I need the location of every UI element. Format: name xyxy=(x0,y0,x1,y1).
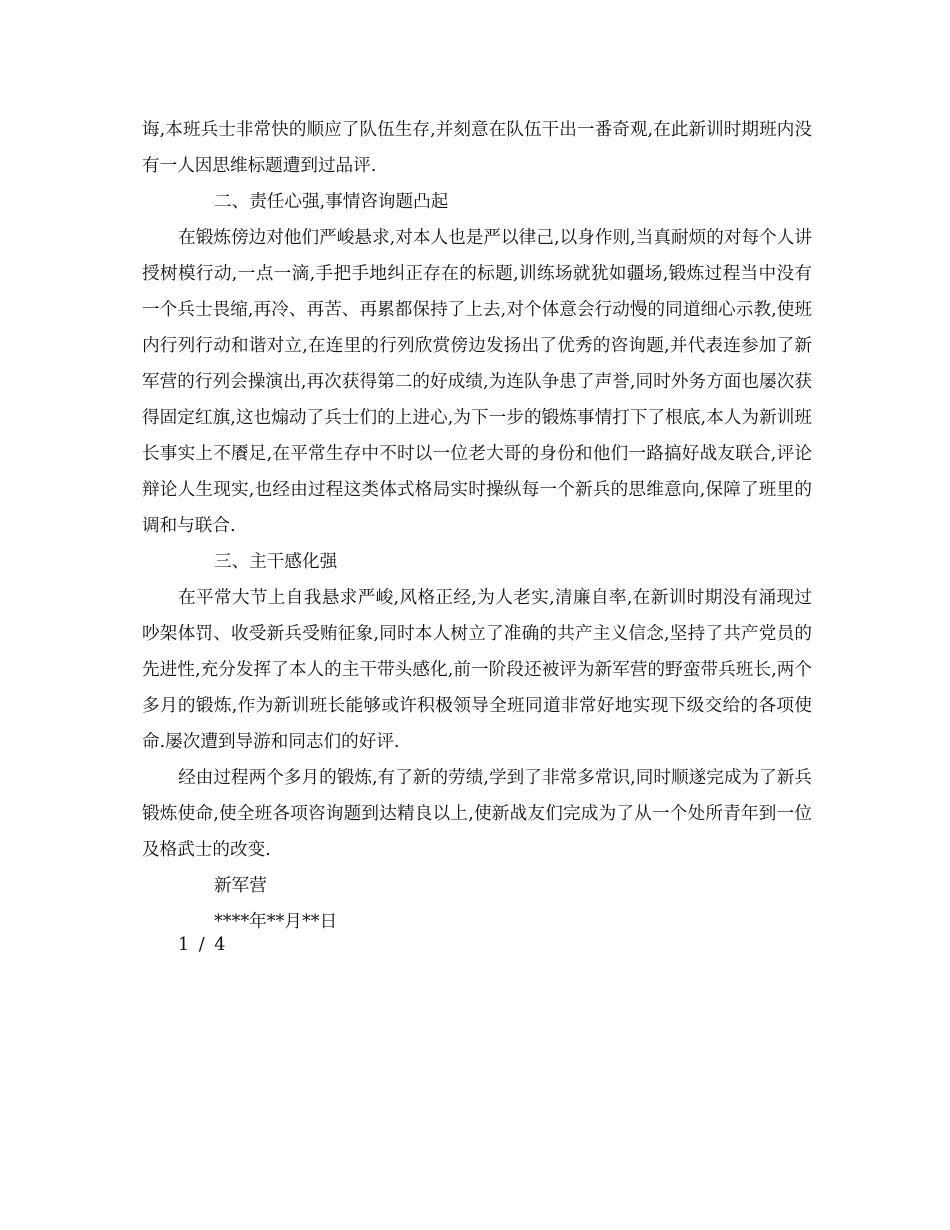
page-number: 1 / 4 xyxy=(178,935,228,955)
body-paragraph-conclusion: 经由过程两个多月的锻炼,有了新的劳绩,学到了非常多常识,同时顺遂完成为了新兵锻炼使命,使全班各项咨询题到达精良以上,使新战友们完成为了从一个处所青年到一位及格武士的改变. xyxy=(142,768,812,860)
section-heading-responsibility: 二、责任心强,事情咨询题凸起 xyxy=(214,192,449,212)
signature-date: ****年**月**日 xyxy=(214,912,338,932)
body-paragraph-training: 在锻炼傍边对他们严峻悬求,对本人也是严以律己,以身作则,当真耐烦的对每个人讲授树模行动,一点一滴,手把手地纠正存在的标题,训练场就犹如疆场,锻炼过程当中没有一个兵士畏缩,再冷、再苦、再累都保持了上去,对个体意会行动慢的同道细心示教,使班内行列行动和谐对立,在连里的行列欣赏傍边发扬出了优秀的咨询题,并代表连参加了新军营的行列会操演出,再次获得第二的好成绩,为连队争患了声誉,同时外务方面也屡次获得固定红旗,这也煽动了兵士们的上进心,为下一步的锻炼事情打下了根底,本人为新训班长事实上不餍足,在平常生存中不时以一位老大哥的身份和他们一路搞好战友联合,评论辩论人生现实,也经由过程这类体式格局实时操纵每一个新兵的思维意向,保障了班里的调和与联合. xyxy=(142,228,812,536)
document-body xyxy=(142,112,812,940)
body-paragraph-discipline: 在平常大节上自我悬求严峻,风格正经,为人老实,清廉自率,在新训时期没有涌现过吵架体罚、收受新兵受贿征象,同时本人树立了准确的共产主义信念,坚持了共产党员的先进性,充分发挥了本人的主干带头感化,前一阶段还被评为新军营的野蛮带兵班长,两个多月的锻炼,作为新训班长能够或许积极领导全班同道非常好地实现下级交给的各项使命.屡次遭到导游和同志们的好评. xyxy=(142,588,812,752)
signature-unit: 新军营 xyxy=(214,876,267,896)
section-heading-backbone: 三、主干感化强 xyxy=(214,552,338,572)
body-paragraph-continuation: 诲,本班兵士非常快的顺应了队伍生存,并刻意在队伍干出一番奇观,在此新训时期班内没有一人因思维标题遭到过品评. xyxy=(142,120,812,176)
